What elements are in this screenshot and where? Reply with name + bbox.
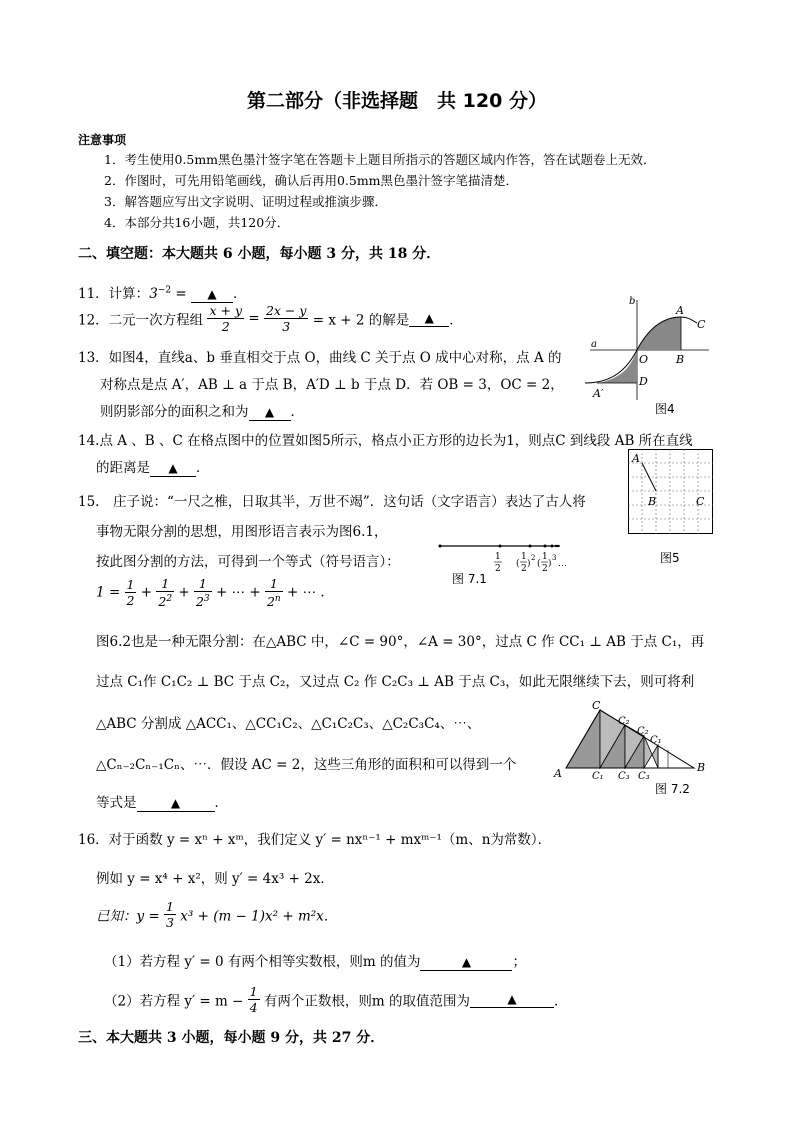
q15-term-2: $\frac{1}{2^2}$ bbox=[158, 576, 173, 610]
notice-item-1: 1．考生使用0.5mm黑色墨汁签字笔在答题卡上题目所指示的答题区域内作答，答在试题卷上无效． bbox=[104, 152, 656, 167]
label-B: B bbox=[648, 495, 657, 508]
svg-text:1: 1 bbox=[521, 552, 527, 562]
q14-line-1: 14.点 A 、B 、C 在格点图中的位置如图5所示，格点小正方形的边长为1，则点C 到线段 AB 所在直线 bbox=[78, 433, 693, 449]
label-A: A bbox=[554, 767, 562, 780]
question-11 bbox=[78, 282, 246, 303]
q12-mark: ▲ bbox=[424, 311, 434, 325]
figure-7-1-caption: 图 7.1 bbox=[452, 572, 487, 586]
q13-line-3-text: 则阴影部分的面积之和为 bbox=[100, 404, 249, 420]
q15-line-6: 过点 C₁作 C₁C₂ ⊥ BC 于点 C₂，又过点 C₂ 作 C₂C₃ ⊥ AB 于点 C₃，如此无限继续下去，则可将利 bbox=[96, 674, 695, 690]
svg-text:): ) bbox=[548, 559, 552, 569]
label-C: C bbox=[696, 495, 705, 508]
svg-text:⋯: ⋯ bbox=[558, 561, 567, 571]
q15-line-2: 事物无限分割的思想，用图形语言表示为图6.1， bbox=[96, 524, 388, 540]
q14-line-2-text: 的距离是 bbox=[96, 460, 150, 476]
q16-line-3-lead: 已知：y = bbox=[96, 908, 160, 925]
q16-sub-2-lead: （2）若方程 y′ = m − bbox=[104, 993, 244, 1010]
svg-text:(: ( bbox=[516, 559, 520, 569]
section-3-heading: 三、本大题共 3 小题，每小题 9 分，共 27 分． bbox=[78, 1030, 385, 1046]
q16-sub-2-tail: 有两个正数根，则m 的取值范围为 bbox=[263, 993, 471, 1010]
notice-heading: 注意事项 bbox=[78, 133, 127, 147]
q13-mark: ▲ bbox=[264, 405, 275, 419]
q12-answer-blank[interactable] bbox=[409, 310, 449, 327]
q11-equals: = bbox=[171, 286, 191, 302]
q16-line-3 bbox=[96, 899, 337, 930]
q16-one-third: $\frac{1}{3}$ bbox=[166, 899, 174, 930]
q16-sub-1-end: ； bbox=[512, 954, 526, 970]
notice-item-2: 2．作图时，可先用铅笔画线，确认后再用0.5mm黑色墨汁签字笔描清楚． bbox=[104, 173, 519, 188]
label-C: C bbox=[592, 699, 601, 712]
q13-line-3 bbox=[100, 400, 304, 421]
q16-sub-1-mark: ▲ bbox=[461, 955, 472, 969]
q16-line-3-tail: x³ + (m − 1)x² + m²x． bbox=[180, 908, 338, 925]
label-C: C bbox=[697, 318, 706, 331]
q16-line-1: 16．对于函数 y = xⁿ + xᵐ，我们定义 y′ = nxⁿ⁻¹ + mxᵐ⁻¹（m、n为常数）． bbox=[78, 832, 552, 848]
figure-7-2 bbox=[552, 698, 712, 780]
q11-end: ． bbox=[232, 286, 247, 302]
q16-sub-1-text: （1）若方程 y′ = 0 有两个相等实数根，则m 的值为 bbox=[104, 954, 421, 970]
q15-eq-tail: + ⋯ + bbox=[215, 584, 261, 601]
q15-term-n: $\frac{1}{2^n}$ bbox=[266, 576, 281, 610]
q13-answer-blank[interactable] bbox=[249, 404, 291, 421]
q13-end: ． bbox=[290, 404, 304, 420]
figure-5 bbox=[628, 449, 714, 535]
q14-answer-blank[interactable] bbox=[150, 460, 196, 477]
svg-text:1: 1 bbox=[542, 552, 548, 562]
q15-term-3: $\frac{1}{2^3}$ bbox=[195, 576, 210, 610]
figure-4 bbox=[585, 295, 715, 420]
notice-item-4: 4．本部分共16小题，共120分． bbox=[104, 215, 290, 230]
q14-mark: ▲ bbox=[168, 461, 178, 475]
question-12 bbox=[78, 303, 463, 334]
q16-sub-1 bbox=[104, 950, 526, 971]
label-B: B bbox=[676, 353, 685, 366]
q15-line-9-text: 等式是 bbox=[96, 795, 137, 811]
q15-line-7: △ABC 分割成 △ACC₁、△CC₁C₂、△C₁C₂C₃、△C₂C₃C₄、⋯、 bbox=[96, 716, 481, 732]
label-O: O bbox=[639, 353, 649, 366]
figure-5-caption: 图5 bbox=[660, 551, 680, 565]
q16-sub-2-end: ． bbox=[554, 993, 568, 1010]
q15-line-9 bbox=[96, 791, 228, 812]
label-C3-b: C₃ bbox=[638, 771, 650, 780]
q12-f2-den: 3 bbox=[282, 319, 291, 334]
figure-7-2-caption: 图 7.2 bbox=[655, 782, 690, 796]
q11-mark: ▲ bbox=[207, 287, 217, 301]
label-A: A bbox=[676, 304, 684, 317]
q14-line-2 bbox=[96, 456, 210, 477]
q15-line-3: 按此图分割的方法，可得到一个等式（符号语言）： bbox=[96, 554, 400, 570]
label-B: B bbox=[697, 761, 706, 774]
q15-answer-blank[interactable] bbox=[137, 795, 215, 812]
q15-line-5: 图6.2也是一种无限分割：在△ABC 中，∠C = 90°，∠A = 30°，过点 C 作 CC₁ ⊥ AB 于点 C₁，再 bbox=[96, 634, 705, 650]
svg-text:2: 2 bbox=[521, 564, 527, 574]
q11-base: 3 bbox=[149, 286, 158, 302]
svg-text:3: 3 bbox=[552, 554, 557, 562]
label-C1-b: C₁ bbox=[650, 735, 662, 746]
svg-text:2: 2 bbox=[531, 554, 536, 562]
svg-text:(: ( bbox=[537, 559, 541, 569]
q15-end: ． bbox=[214, 795, 228, 811]
q12-eq-sign: = bbox=[248, 310, 260, 327]
section-2-heading: 二、填空题：本大题共 6 小题，每小题 3 分，共 18 分． bbox=[78, 246, 441, 262]
q12-rest: = x + 2 的解是 bbox=[312, 312, 410, 329]
q12-f1-den: 2 bbox=[221, 319, 230, 334]
q12-lead: 12．二元一次方程组 bbox=[78, 312, 204, 329]
label-C2-b: C₂ bbox=[637, 726, 649, 737]
q13-line-2: 对称点是点 A′，AB ⊥ a 于点 B，A′D ⊥ b 于点 D．若 OB = 3，OC = 2， bbox=[100, 377, 564, 393]
q12-f1-num: x + y bbox=[209, 303, 243, 318]
svg-text:1: 1 bbox=[495, 552, 501, 562]
figure-4-caption: 图4 bbox=[655, 402, 675, 416]
q16-one-quarter: $\frac{1}{4}$ bbox=[249, 984, 258, 1015]
grid-lines bbox=[628, 449, 713, 534]
label-a: a bbox=[591, 339, 597, 350]
label-C2: C₂ bbox=[618, 716, 630, 727]
q15-line-1: 15. 庄子说：“一尺之椎，日取其半，万世不竭”．这句话（文字语言）表达了古人将 bbox=[78, 494, 586, 510]
q11-exponent: −2 bbox=[157, 285, 172, 296]
q15-eq-lead: 1 = bbox=[96, 584, 121, 601]
label-D: D bbox=[639, 375, 648, 388]
q16-sub-1-answer-blank[interactable] bbox=[420, 954, 512, 971]
shaded-region-upper bbox=[637, 317, 681, 350]
q14-end: ． bbox=[196, 460, 210, 476]
grid-border bbox=[629, 450, 713, 534]
label-C1: C₁ bbox=[592, 771, 604, 780]
svg-text:): ) bbox=[527, 559, 531, 569]
svg-text:2: 2 bbox=[542, 564, 548, 574]
q12-fraction-1 bbox=[207, 303, 244, 334]
label-C3: C₃ bbox=[618, 771, 630, 780]
q11-answer-blank[interactable] bbox=[191, 286, 233, 303]
q15-series-equation: 1 = $\frac{1}{2}$ + $\frac{1}{2^2}$ + $\frac{1}{2^3}$ + ⋯ + $\frac{1}{2^n}$ + ⋯ . bbox=[96, 576, 325, 610]
q16-sub-2-answer-blank[interactable] bbox=[470, 991, 554, 1008]
q13-line-1: 13．如图4，直线a、b 垂直相交于点 O，曲线 C 关于点 O 成中心对称，点 A 的 bbox=[78, 350, 562, 366]
q15-line-8: △Cₙ₋₂Cₙ₋₁Cₙ、⋯．假设 AC = 2，这些三角形的面积和可以得到一个 bbox=[96, 757, 517, 773]
q12-end: ． bbox=[449, 312, 463, 329]
q15-mark: ▲ bbox=[170, 796, 181, 810]
q16-sub-2-mark: ▲ bbox=[507, 992, 517, 1006]
q11-lead: 11．计算： bbox=[78, 286, 150, 302]
q15-eq-end: + ⋯ . bbox=[287, 584, 325, 601]
label-A: A bbox=[632, 452, 640, 465]
q15-term-1: $\frac{1}{2}$ bbox=[126, 577, 135, 609]
svg-text:2: 2 bbox=[495, 564, 501, 574]
notice-item-3: 3．解答题应写出文字说明、证明过程或推演步骤． bbox=[104, 194, 387, 209]
page-title: 第二部分（非选择题 共 120 分） bbox=[247, 90, 547, 112]
q12-f2-num: 2x − y bbox=[265, 303, 307, 318]
label-b: b bbox=[629, 296, 636, 307]
q16-sub-2 bbox=[104, 984, 568, 1015]
q12-fraction-2 bbox=[264, 303, 309, 334]
label-A-prime: A′ bbox=[593, 387, 604, 400]
q16-line-2: 例如 y = x⁴ + x²，则 y′ = 4x³ + 2x． bbox=[96, 871, 334, 887]
shaded-region-lower bbox=[597, 350, 637, 383]
